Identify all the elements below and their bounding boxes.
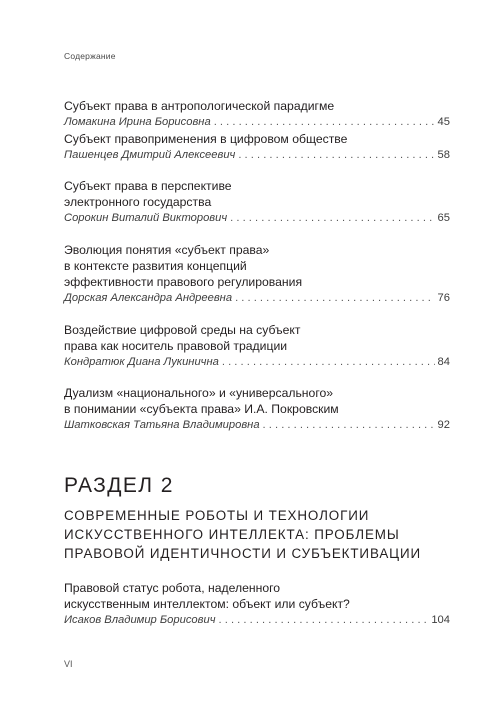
toc-entry-page: 104 [431,614,450,626]
toc-entry-author-row [64,210,450,226]
toc-entry-author-row [64,147,450,163]
toc-entry-author-row [64,114,450,130]
toc-entry[interactable] [64,242,450,306]
toc-entry-page: 58 [437,149,450,161]
toc-entry-author: Ломакина Ирина Борисовна [64,116,211,128]
toc-entry-author: Пашенцев Дмитрий Алексеевич [64,149,236,161]
toc-entry-author-row [64,417,450,433]
toc-entry-title-line: Дуализм «национального» и «универсального» [64,386,334,400]
section-heading: РАЗДЕЛ 2 [64,474,174,497]
toc-entry[interactable] [64,98,450,130]
toc-leader-dots [230,210,434,226]
toc-entry-title [64,242,450,290]
toc-entry-author: Кондратюк Диана Лукинична [64,356,219,368]
toc-entry-title [64,322,450,354]
toc-entry-title-line: Эволюция понятия «субъект права» [64,243,270,257]
page-number: VI [64,659,73,669]
section-subtitle-line: ИСКУССТВЕННОГО ИНТЕЛЛЕКТА: ПРОБЛЕМЫ [64,527,400,542]
toc-entry-title-line: эффективности правового регулирования [64,275,303,289]
toc-leader-dots [238,147,434,163]
toc-entry[interactable] [64,385,450,433]
toc-leader-dots [214,114,435,130]
toc-entry-title-line: Субъект права в перспективе [64,179,232,193]
toc-entry-author-row [64,612,450,628]
toc-entry-title [64,98,450,114]
toc-entry-title-line: Субъект правоприменения в цифровом обществе [64,132,348,146]
toc-entry-title-line: искусственным интеллектом: объект или субъект? [64,597,350,611]
toc-entry-author: Шатковская Татьяна Владимировна [64,419,260,431]
toc-entry-title-line: в понимании «субъекта права» И.А. Покровским [64,402,339,416]
toc-entry-title-line: Субъект права в антропологической парадигме [64,99,335,113]
section-subtitle-line: ПРАВОВОЙ ИДЕНТИЧНОСТИ И СУБЪЕКТИВАЦИИ [64,546,422,561]
toc-entry-title-line: электронного государства [64,195,212,209]
toc-entry-title-line: Воздействие цифровой среды на субъект [64,323,301,337]
toc-entry-title [64,580,450,612]
toc-entry[interactable] [64,322,450,370]
toc-entry[interactable] [64,131,450,163]
toc-leader-dots [222,354,435,370]
toc-entry-title [64,131,450,147]
toc-entry-author-row [64,290,450,306]
toc-entry-author: Сорокин Виталий Викторович [64,212,228,224]
toc-entry-title [64,385,450,417]
toc-entry-title-line: права как носитель правовой традиции [64,339,288,353]
toc-entry-page: 84 [437,356,450,368]
toc-entry-page: 45 [437,116,450,128]
toc-entry[interactable] [64,580,450,628]
section-subtitle-line: СОВРЕМЕННЫЕ РОБОТЫ И ТЕХНОЛОГИИ [64,508,370,523]
toc-entry-page: 76 [437,292,450,304]
toc-entry-title-line: Правовой статус робота, наделенного [64,581,281,595]
toc-entry[interactable] [64,178,450,226]
toc-leader-dots [235,290,434,306]
toc-entry-author: Дорская Александра Андреевна [64,292,233,304]
toc-leader-dots [219,612,429,628]
toc-leader-dots [263,417,435,433]
running-head: Содержание [64,51,116,61]
section-subtitle [64,506,454,563]
toc-entry-title [64,178,450,210]
toc-entry-page: 65 [437,212,450,224]
toc-entry-author-row [64,354,450,370]
toc-entry-title-line: в контексте развития концепций [64,259,247,273]
toc-entry-page: 92 [437,419,450,431]
toc-entry-author: Исаков Владимир Борисович [64,614,216,626]
